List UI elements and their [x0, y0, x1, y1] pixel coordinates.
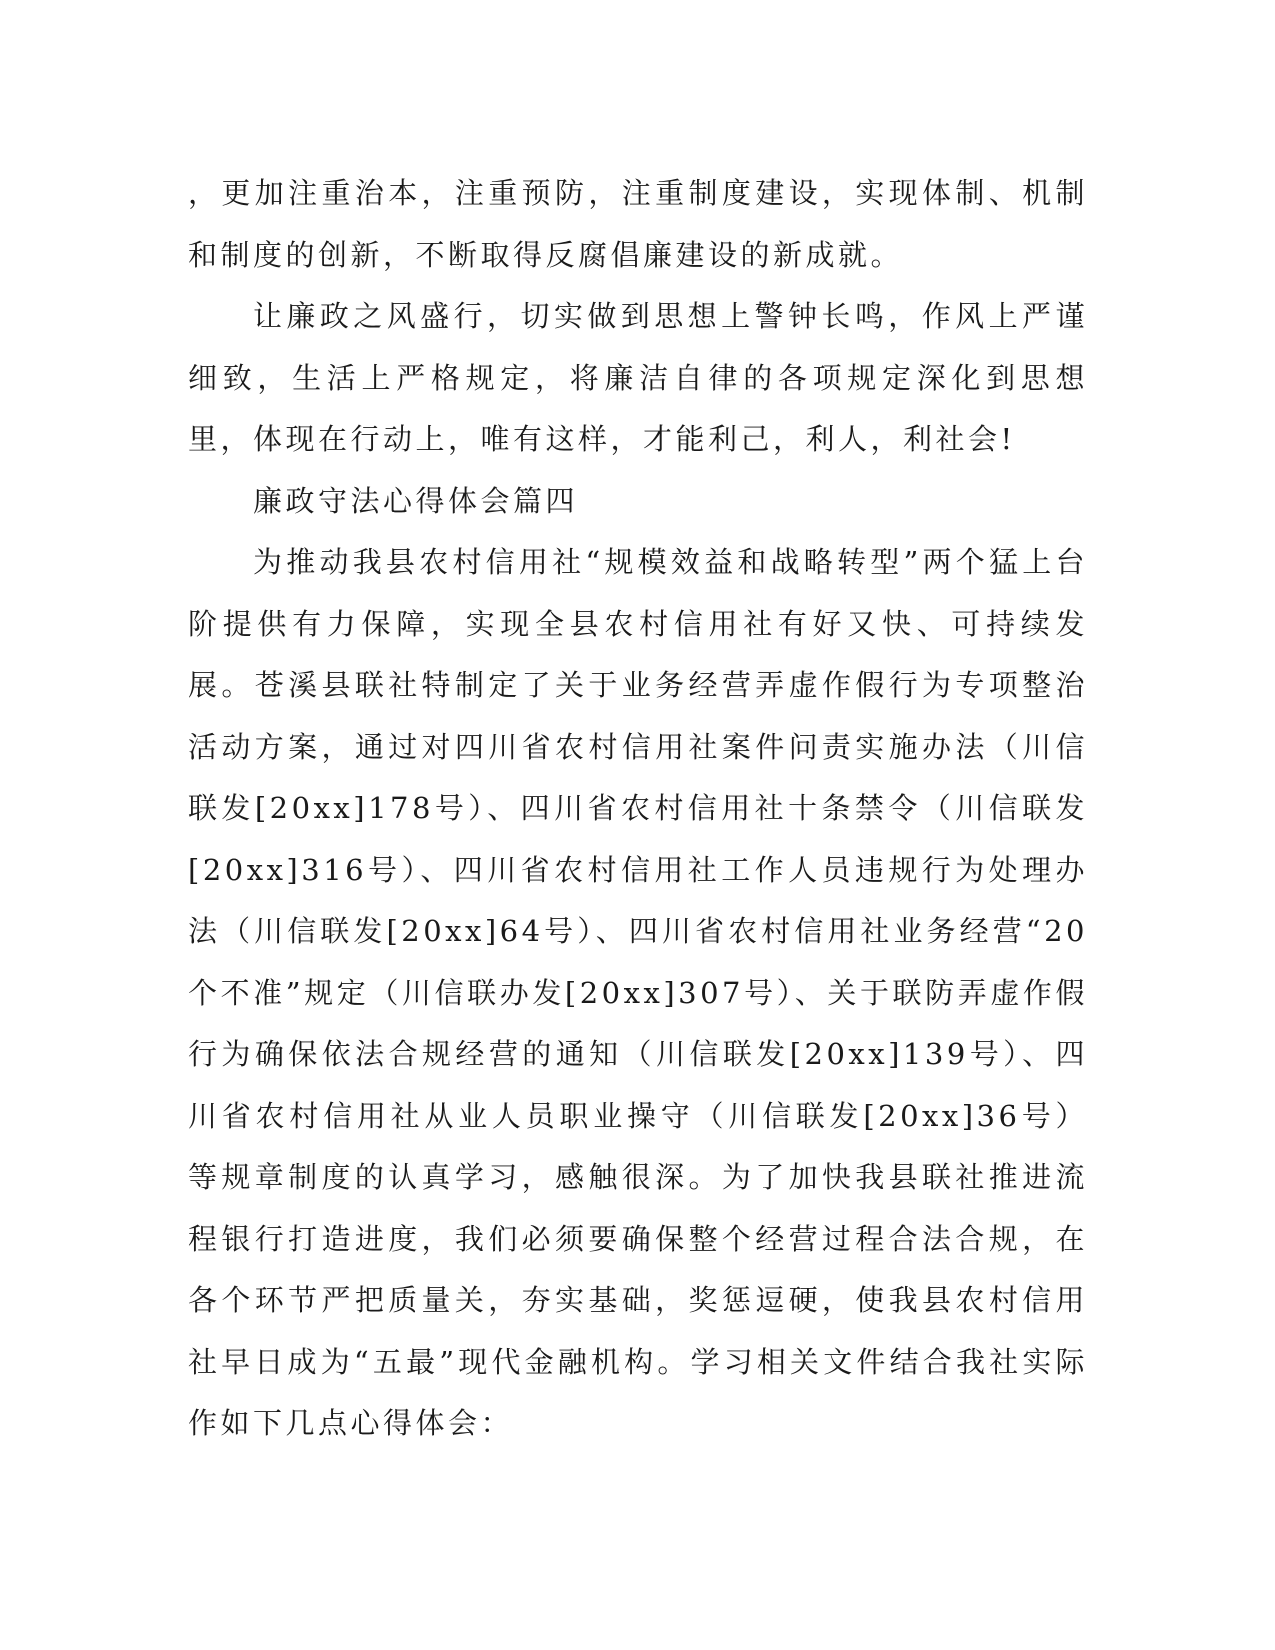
paragraph-credit-union: 为推动我县农村信用社“规模效益和战略转型”两个猛上台阶提供有力保障，实现全县农村信用社有好又快、可持续发展。苍溪县联社特制定了关于业务经营弄虚作假行为专项整治活动方案，通过对四川省农村信用社案件问责实施办法（川信联发[20xx]178号）、四川省农村信用社十条禁令（川信联发[20xx]316号）、四川省农村信用社工作人员违规行为处理办法（川信联发[20xx]64号）、四川省农村信用社业务经营“20个不准”规定（川信联办发[20xx]307号）、关于联防弄虚作假行为确保依法合规经营的通知（川信联发[20xx]139号）、四川省农村信用社从业人员职业操守（川信联发[20xx]36号）等规章制度的认真学习，感触很深。为了加快我县联社推进流程银行打造进度，我们必须要确保整个经营过程合法合规，在各个环节严把质量关，夯实基础，奖惩逗硬，使我县农村信用社早日成为“五最”现代金融机构。学习相关文件结合我社实际作如下几点心得体会：: [188, 545, 1088, 1440]
paragraph-integrity: 让廉政之风盛行，切实做到思想上警钟长鸣，作风上严谨细致，生活上严格规定，将廉洁自律的各项规定深化到思想里，体现在行动上，唯有这样，才能利己，利人，利社会!: [188, 299, 1088, 456]
document-body: [188, 163, 1088, 1455]
paragraph-continuation: ，更加注重治本，注重预防，注重制度建设，实现体制、机制和制度的创新，不断取得反腐倡廉建设的新成就。: [188, 176, 1088, 272]
section-heading: 廉政守法心得体会篇四: [253, 483, 579, 518]
